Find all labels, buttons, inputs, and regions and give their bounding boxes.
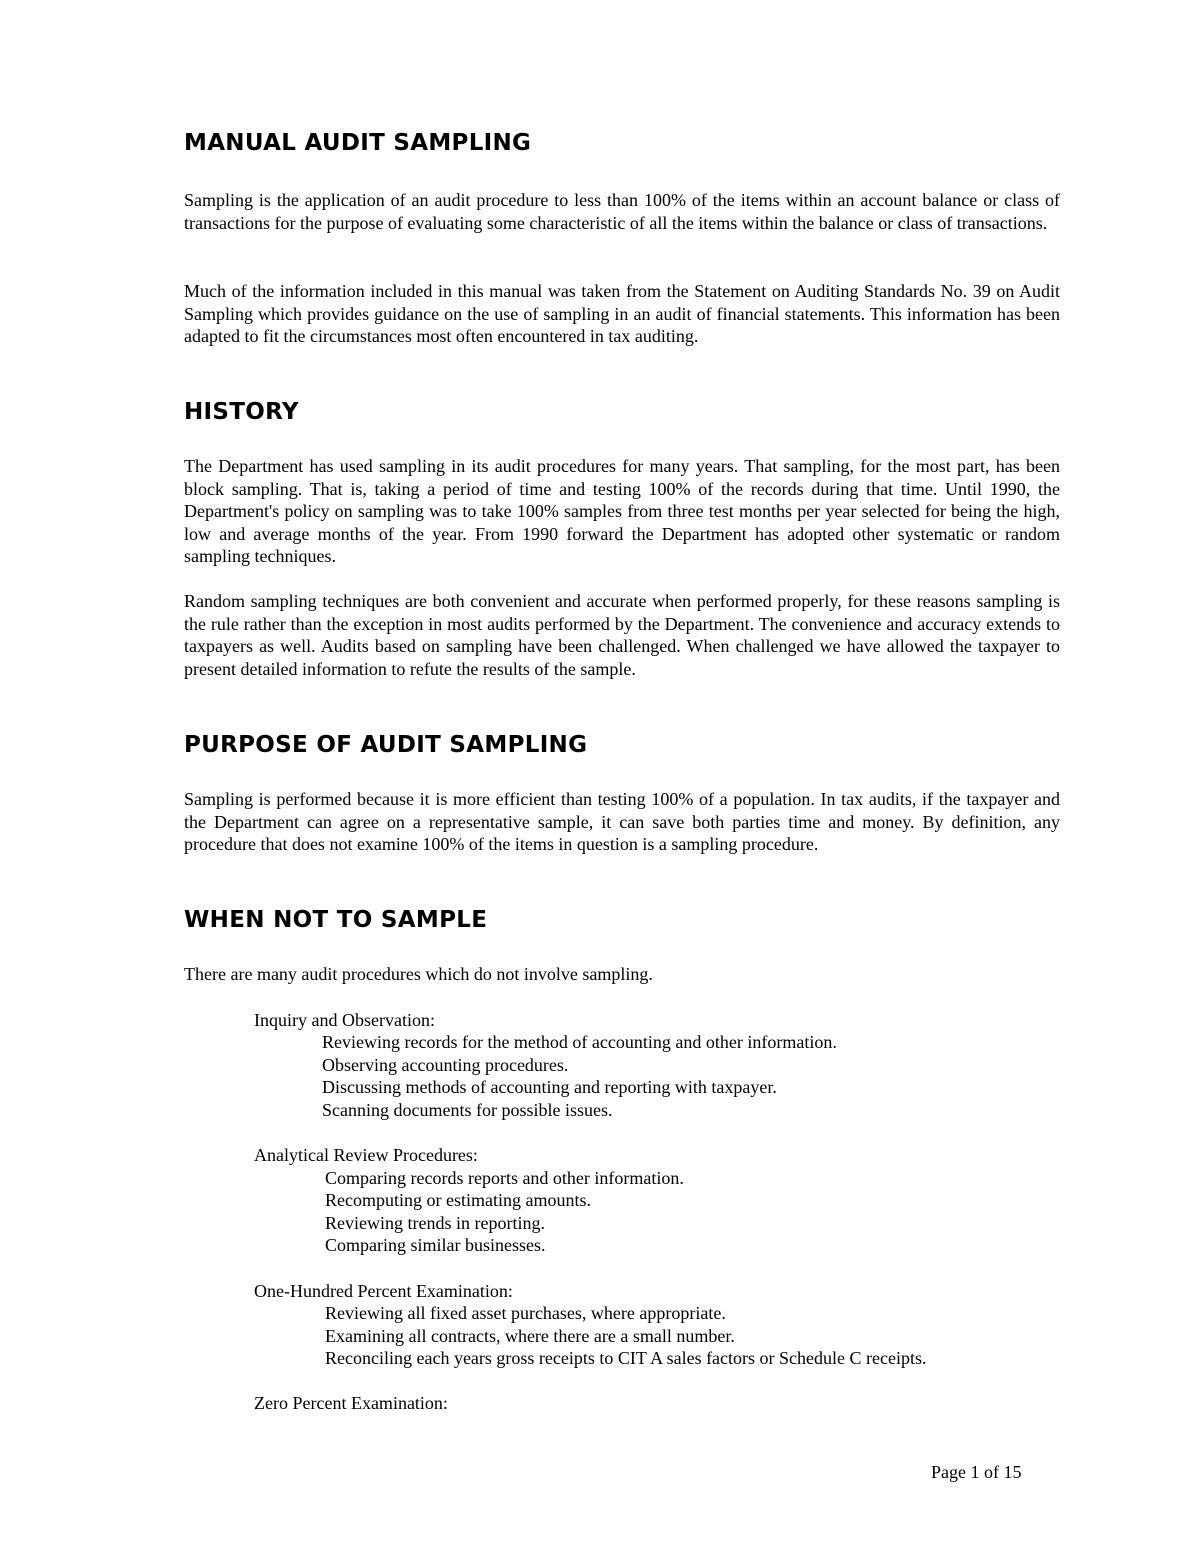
group-label-inquiry: Inquiry and Observation: (254, 1010, 435, 1030)
when-not-heading: WHEN NOT TO SAMPLE (184, 907, 488, 933)
list-item: Reviewing all fixed asset purchases, where appropriate. (325, 1303, 726, 1323)
list-item: Reviewing records for the method of accounting and other information. (322, 1032, 837, 1052)
list-item: Comparing records reports and other information. (325, 1168, 684, 1188)
list-item: Recomputing or estimating amounts. (325, 1190, 591, 1210)
group-label-zero: Zero Percent Examination: (254, 1393, 448, 1413)
purpose-heading: PURPOSE OF AUDIT SAMPLING (184, 732, 588, 758)
list-item: Discussing methods of accounting and reporting with taxpayer. (322, 1077, 777, 1097)
history-paragraph-1: The Department has used sampling in its audit procedures for many years. That sampling, for the most part, has been block sampling. That is, taking a period of time and testing 100% of the records during that time. Until 1990, the Department's policy on sampling was to take 100% samples from three test months per year selected for being the high, low and average months of the year. From 1990 forward the Department has adopted other systematic or random sampling techniques. (184, 456, 1060, 566)
history-heading: HISTORY (184, 399, 299, 425)
group-label-one-hundred: One-Hundred Percent Examination: (254, 1281, 513, 1301)
list-item: Reviewing trends in reporting. (325, 1213, 545, 1233)
list-item: Scanning documents for possible issues. (322, 1100, 613, 1120)
when-not-intro: There are many audit procedures which do not involve sampling. (184, 964, 653, 984)
history-paragraph-2: Random sampling techniques are both convenient and accurate when performed properly, for these reasons sampling is the rule rather than the exception in most audits performed by the Department. The convenience and accuracy extends to taxpayers as well. Audits based on sampling have been challenged. When challenged we have allowed the taxpayer to present detailed information to refute the results of the sample. (184, 591, 1060, 679)
intro-paragraph-1: Sampling is the application of an audit procedure to less than 100% of the items within an account balance or class of transactions for the purpose of evaluating some characteristic of all the items within the balance or class of transactions. (184, 190, 1060, 233)
group-label-analytical: Analytical Review Procedures: (254, 1145, 478, 1165)
list-item: Observing accounting procedures. (322, 1055, 569, 1075)
list-item: Reconciling each years gross receipts to CIT A sales factors or Schedule C receipts. (325, 1348, 927, 1368)
list-item: Comparing similar businesses. (325, 1235, 546, 1255)
list-item: Examining all contracts, where there are a small number. (325, 1326, 735, 1346)
purpose-paragraph: Sampling is performed because it is more efficient than testing 100% of a population. In tax audits, if the taxpayer and the Department can agree on a representative sample, it can save both parties time and money. By definition, any procedure that does not examine 100% of the items in question is a sampling procedure. (184, 789, 1060, 854)
document-title: MANUAL AUDIT SAMPLING (184, 130, 532, 156)
page-number: Page 1 of 15 (931, 1462, 1022, 1482)
intro-paragraph-2: Much of the information included in this manual was taken from the Statement on Auditing Standards No. 39 on Audit Sampling which provides guidance on the use of sampling in an audit of financial statements. This information has been adapted to fit the circumstances most often encountered in tax auditing. (184, 281, 1060, 346)
